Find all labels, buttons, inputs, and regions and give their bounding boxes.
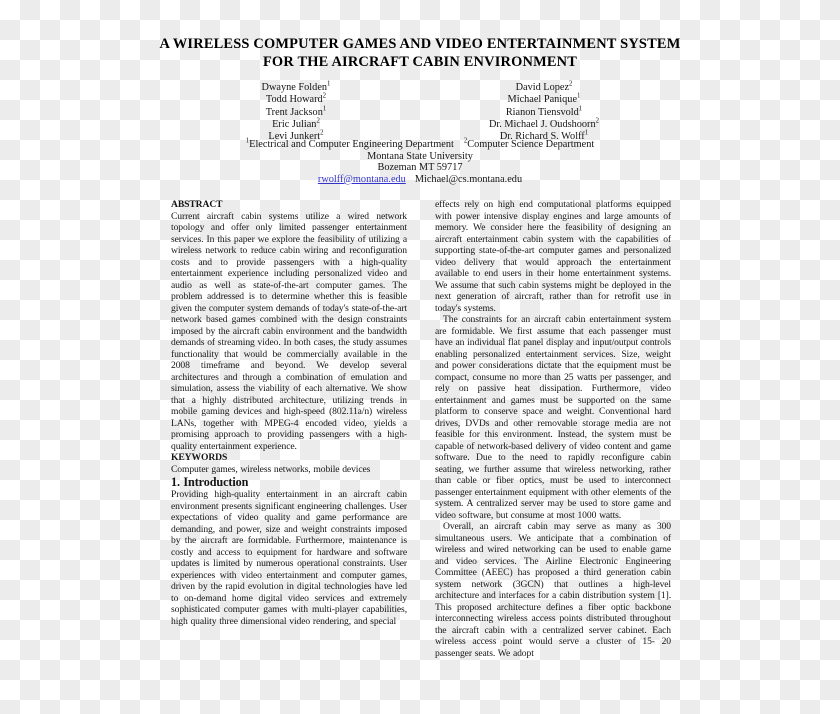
- university-name: Montana State University: [367, 150, 473, 162]
- author-name-text: Michael Panique: [507, 94, 578, 106]
- dept1-label: Electrical and Computer Engineering Department: [249, 139, 454, 150]
- author-affiliation-sup: 1: [577, 92, 581, 100]
- author-name-text: Rianon Tiensvold: [505, 106, 579, 118]
- author-name: [172, 119, 420, 131]
- author-name-text: Dr. Michael J. Oudshoorn: [488, 118, 596, 130]
- right-column: [435, 199, 671, 659]
- author-affiliation-sup: 2: [322, 92, 327, 100]
- dept2-label: Computer Science Department: [467, 139, 595, 150]
- dept2-sup: 2: [463, 137, 468, 145]
- keywords-list: Computer games, wireless networks, mobile devices: [171, 463, 371, 475]
- abstract-paragraph: Current aircraft cabin systems utilize a wired network topology and offer only limited passenger entertainment services. In this paper we explore the feasibility of utilizing a wireless network to reduce cabin wiring and reconfiguration costs and to provide passengers with a high-quality entertainment experience including personalized video and audio as well as state-of-the-art computer games. The problem addressed is to determine whether this is feasible given the computer system demands of today's state-of-the-art network based games combined with the design constraints imposed by the aircraft cabin environment and the bandwidth demands of streaming video. In both cases, the study assumes functionality that would be commercially available in the 2008 timeframe and beyond. We develop several architectures and through a combination of emulation and simulation, assess the viability of each alternative. We show that a highly distributed architecture, utilizing trends in mobile gaming devices and high-speed (802.11a/n) wireless LANs, together with MPEG-4 encoded video, yields a promising approach to providing passengers with a high-quality entertainment experience.: [171, 210, 407, 452]
- author-affiliation-sup: 1: [578, 105, 583, 113]
- authors-block: [172, 82, 668, 143]
- authors-column-right: [420, 82, 668, 143]
- author-affiliation-sup: 2: [595, 117, 600, 125]
- authors-column-left: [172, 82, 420, 143]
- author-affiliation-sup: 1: [584, 129, 589, 137]
- keywords-heading: KEYWORDS: [171, 452, 228, 463]
- introduction-heading: 1. Introduction: [171, 475, 249, 489]
- abstract-heading: ABSTRACT: [171, 199, 223, 210]
- author-affiliation-sup: 1: [327, 80, 331, 88]
- author-name-text: David Lopez: [515, 82, 570, 93]
- author-name: [420, 82, 668, 94]
- left-column: [171, 199, 407, 627]
- author-affiliation-sup: 1: [322, 105, 327, 113]
- university-city: Bozeman MT 59717: [377, 162, 463, 174]
- page-title-line1: A WIRELESS COMPUTER GAMES AND VIDEO ENTERTAINMENT SYSTEM: [159, 36, 681, 52]
- author-name-text: Trent Jackson: [265, 106, 323, 118]
- author-name: [172, 107, 420, 119]
- author-affiliation-sup: 2: [316, 117, 320, 125]
- dept1-sup: 1: [245, 137, 250, 145]
- affiliation-block: [60, 139, 780, 185]
- email-plain: Michael@cs.montana.edu: [414, 173, 523, 185]
- author-name-text: Dwayne Folden: [261, 82, 328, 93]
- author-name-text: Todd Howard: [265, 94, 323, 106]
- page-title: [60, 36, 780, 71]
- author-affiliation-sup: 2: [320, 129, 324, 137]
- author-name-text: Levi Junkert: [268, 131, 321, 143]
- body-paragraph: The constraints for an aircraft cabin entertainment system are formidable. We first assume that each passenger must have an individual flat panel display and input/output controls enabling personalized entertainment services. Size, weight and power considerations dictate that the equipment must be compact, consume no more than 25 watts per passenger, and rely on passive heat dissipation. Furthermore, video entertainment and games must be supported on the same platform to conserve space and weight. Conventional hard drives, DVDs and other removable storage media are not feasible for this environment. Instead, the system must be capable of network-based delivery of video content and game software. Due to the need to rapidly reconfigure cabin seating, we further assume that wireless networking, rather than cable or fiber optics, must be used to interconnect passenger entertainment equipment with other elements of the system. A centralized server may be used to store game and video software, but consume at most 1000 watts.: [435, 314, 671, 521]
- body-paragraph: Overall, an aircraft cabin may serve as many as 300 simultaneous users. We anticipate that a combination of wireless and wired networking can be used to enable game and video services. The Airline Electronic Engineering Committee (AEEC) has proposed a third generation cabin system network (3GCN) that outlines a high-level architecture and interfaces for a cabin distribution system [1]. This proposed architecture defines a fiber optic backbone interconnecting wireless access points distributed throughout the aircraft cabin with a centralized server cabinet. Each wireless access point would serve a cluster of 15- 20 passenger seats. We adopt: [435, 521, 671, 659]
- author-name-text: Eric Julian: [272, 118, 317, 130]
- body-paragraph: effects rely on high end computational platforms equipped with power intensive display engines and large amounts of memory. We consider here the feasibility of designing an aircraft entertainment cabin system with the capabilities of supporting state-of-the-art computer games and personalized video delivery that would approach the entertainment available to end users in their home entertainment systems. We assume that such cabin systems might be deployed in the next generation of aircraft, rather than for retrofit use in today's systems.: [435, 199, 671, 314]
- author-name: [172, 94, 420, 106]
- author-name: [420, 119, 668, 131]
- author-affiliation-sup: 2: [569, 80, 573, 88]
- introduction-paragraph: Providing high-quality entertainment in an aircraft cabin environment presents significant engineering challenges. User expectations of video quality and game performance are demanding, and power, size and weight constraints imposed by the aircraft are formidable. Furthermore, maintenance is costly and access to equipment for hardware and software updates is limited by numerous operational constraints. User experiences with video entertainment and computer games, driven by the rapid evolution in digital technologies have led to on-demand home digital video services and extremely sophisticated computer games with multi-player capabilities, high quality three dimensional video rendering, and special: [171, 489, 407, 627]
- author-name: [420, 107, 668, 119]
- affiliation-departments: [60, 139, 780, 151]
- author-name: [172, 82, 420, 94]
- author-name-text: Dr. Richard S. Wolff: [499, 131, 585, 143]
- email-link[interactable]: rwolff@montana.edu: [317, 173, 406, 185]
- page-title-line2: FOR THE AIRCRAFT CABIN ENVIRONMENT: [262, 53, 578, 70]
- email-line: [60, 174, 780, 186]
- author-name: [420, 94, 668, 106]
